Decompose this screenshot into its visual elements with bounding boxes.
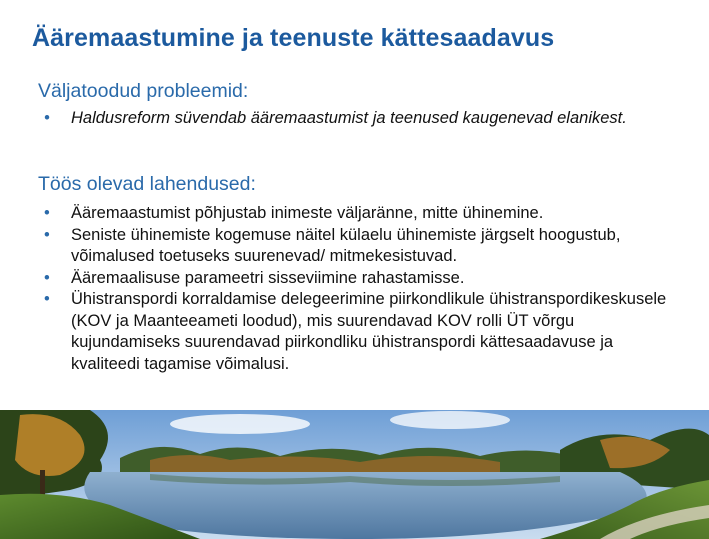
- list-item-text: Haldusreform süvendab ääremaastumist ja teenused kaugenevad elanikest.: [71, 109, 627, 127]
- bullet-icon: •: [44, 268, 50, 287]
- list-item-text: Seniste ühinemiste kogemuse näitel külaelu ühinemiste järgselt hoogustub, võimalused toetuseks suurenevad/ mitmekesistuvad.: [71, 225, 621, 265]
- list-item: [44, 289, 674, 375]
- bullet-icon: •: [44, 225, 50, 244]
- list-item: [44, 203, 674, 225]
- bullet-icon: •: [44, 109, 50, 127]
- slide-title: Ääremaastumine ja teenuste kättesaadavus: [32, 24, 555, 52]
- solutions-list: [44, 203, 674, 375]
- list-item-text: Ääremaastumist põhjustab inimeste väljaränne, mitte ühinemine.: [71, 204, 544, 222]
- problems-list: [44, 108, 674, 130]
- list-item: [44, 108, 674, 130]
- list-item: [44, 268, 674, 290]
- section-heading-solutions: Töös olevad lahendused:: [38, 173, 256, 195]
- bullet-icon: •: [44, 204, 50, 222]
- bullet-icon: •: [44, 290, 50, 308]
- list-item-text: Ääremaalisuse parameetri sisseviimine rahastamisse.: [71, 268, 465, 287]
- list-item-text: Ühistranspordi korraldamise delegeerimine piirkondlikule ühistranspordikeskusele (KOV ja Maanteeameti loodud), mis suurendavad KOV rolli ÜT võrgu kujundamiseks suurendavad piirkondliku ühistranspordi kättesaadavuse ja kvaliteedi tagamise võimalusi.: [71, 290, 667, 373]
- list-item: [44, 225, 674, 268]
- park-lake-photo: [0, 410, 709, 539]
- section-heading-problems: Väljatoodud probleemid:: [38, 80, 249, 102]
